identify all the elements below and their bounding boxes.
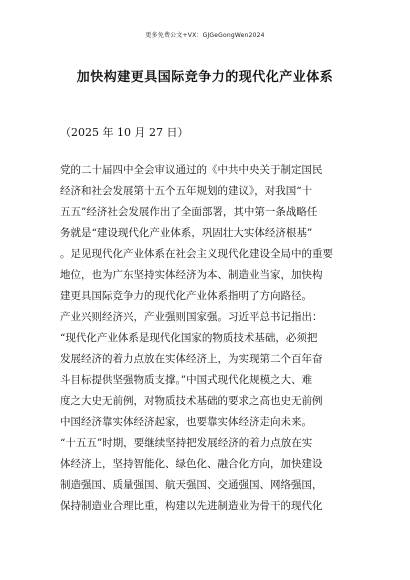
body-line: “现代化产业体系是现代化国家的物质技术基础，必须把 bbox=[60, 332, 318, 344]
body-line: 体经济上，坚持智能化、绿色化、融合化方向，加快建设 bbox=[60, 458, 323, 470]
body-line: “十五五”时期，要继续坚持把发展经济的着力点放在实 bbox=[60, 437, 313, 449]
body-line: 中国经济靠实体经济起家，也要靠实体经济走向未来。 bbox=[60, 416, 312, 428]
body-line: 五五”经济社会发展作出了全面部署，其中第一条战略任 bbox=[60, 206, 318, 218]
body-line: 保持制造业合理比重，构建以先进制造业为骨干的现代化 bbox=[60, 500, 323, 512]
body-line: 。足见现代化产业体系在社会主义现代化建设全局中的重要 bbox=[60, 248, 333, 260]
document-date: （2025 年 10 月 27 日） bbox=[60, 126, 189, 139]
body-line: 度之大史无前例，对物质技术基础的要求之高也史无前例 bbox=[60, 395, 323, 407]
header-note: 更多免费公文+VX：GJGeGongWen2024 bbox=[145, 32, 265, 39]
body-line: 地位，也为广东坚持实体经济为本、制造业当家，加快构 bbox=[60, 269, 323, 281]
body-line: 制造强国、质量强国、航天强国、交通强国、网络强国， bbox=[60, 479, 323, 491]
body-line: 务就是“建设现代化产业体系，巩固壮大实体经济根基” bbox=[60, 227, 313, 239]
body-line: 经济和社会发展第十五个五年规划的建议》，对我国“十 bbox=[60, 185, 313, 197]
document-title: 加快构建更具国际竞争力的现代化产业体系 bbox=[76, 70, 334, 85]
body-line: 建更具国际竞争力的现代化产业体系指明了方向路径。 bbox=[60, 290, 312, 302]
body-line: 斗目标提供坚强物质支撑。”中国式现代化规模之大、难 bbox=[60, 374, 313, 386]
body-line: 发展经济的着力点放在实体经济上，为实现第二个百年奋 bbox=[60, 353, 323, 365]
body-line: 产业兴则经济兴，产业强则国家强。习近平总书记指出： bbox=[60, 311, 323, 323]
body-line: 党的二十届四中全会审议通过的《中共中央关于制定国民 bbox=[60, 164, 323, 176]
body-text bbox=[60, 160, 360, 517]
